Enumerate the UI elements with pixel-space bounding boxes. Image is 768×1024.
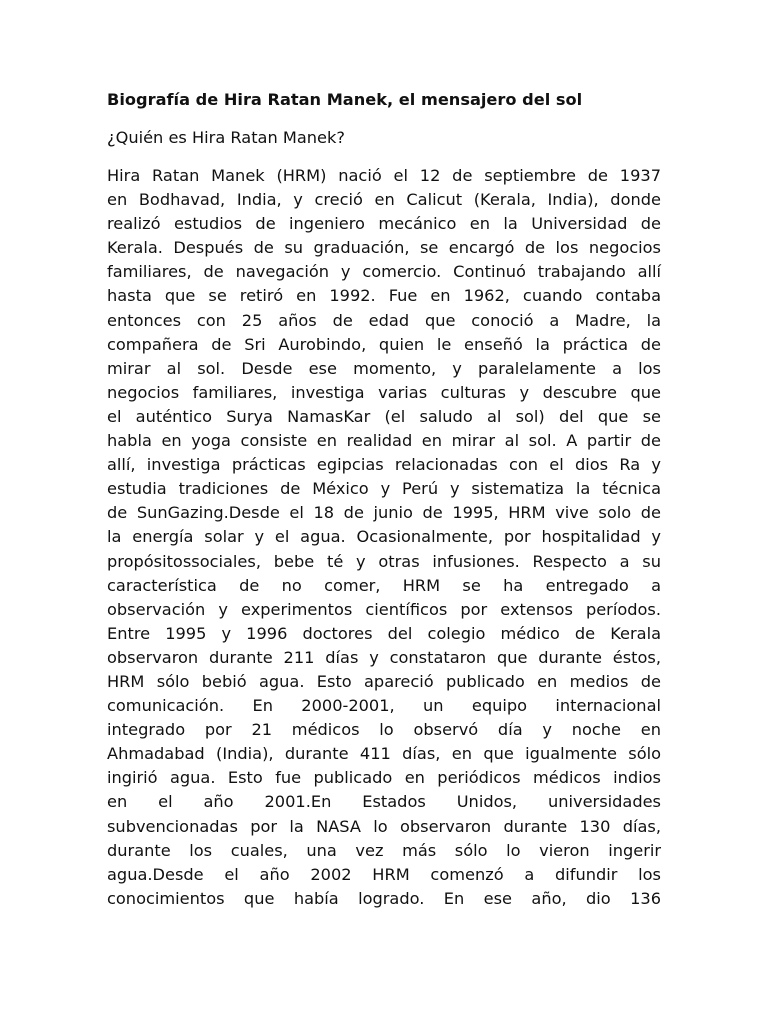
body-line: observaron durante 211 días y constataron que durante éstos,	[107, 647, 661, 667]
body-line: comunicación. En 2000-2001, un equipo internacional	[107, 696, 661, 716]
body-line: mirar al sol. Desde ese momento, y paralelamente a los	[107, 358, 661, 378]
body-line: HRM sólo bebió agua. Esto apareció publicado en medios de	[107, 671, 661, 691]
body-line: estudia tradiciones de México y Perú y sistematiza la técnica	[107, 479, 661, 499]
body-line: entonces con 25 años de edad que conoció a Madre, la	[107, 310, 661, 330]
body-line: Entre 1995 y 1996 doctores del colegio médico de Kerala	[107, 623, 661, 643]
body-line: Kerala. Después de su graduación, se encargó de los negocios	[107, 238, 661, 258]
body-line: característica de no comer, HRM se ha entregado a	[107, 575, 661, 595]
body-line: integrado por 21 médicos lo observó día y noche en	[107, 720, 661, 740]
body-line: agua.Desde el año 2002 HRM comenzó a difundir los	[107, 864, 661, 884]
body-line: habla en yoga consiste en realidad en mirar al sol. A partir de	[107, 431, 661, 451]
body-line: propósitossociales, bebe té y otras infusiones. Respecto a su	[107, 551, 661, 571]
body-line: negocios familiares, investiga varias culturas y descubre que	[107, 382, 661, 402]
document-body	[107, 164, 661, 911]
body-line: allí, investiga prácticas egipcias relacionadas con el dios Ra y	[107, 455, 661, 475]
body-line: conocimientos que había logrado. En ese año, dio 136	[107, 888, 661, 908]
body-line: en Bodhavad, India, y creció en Calicut (Kerala, India), donde	[107, 190, 661, 210]
body-line: realizó estudios de ingeniero mecánico en la Universidad de	[107, 214, 661, 234]
body-line: la energía solar y el agua. Ocasionalmente, por hospitalidad y	[107, 527, 661, 547]
body-line: Hira Ratan Manek (HRM) nació el 12 de septiembre de 1937	[107, 166, 661, 185]
body-line: en el año 2001.En Estados Unidos, universidades	[107, 792, 661, 812]
body-line: familiares, de navegación y comercio. Continuó trabajando allí	[107, 262, 661, 282]
document-title: Biografía de Hira Ratan Manek, el mensajero del sol	[107, 90, 583, 109]
body-line: observación y experimentos científicos por extensos períodos.	[107, 599, 661, 619]
body-line: ingirió agua. Esto fue publicado en periódicos médicos indios	[107, 768, 661, 788]
body-line: de SunGazing.Desde el 18 de junio de 1995, HRM vive solo de	[107, 503, 661, 523]
body-line: Ahmadabad (India), durante 411 días, en que igualmente sólo	[107, 744, 661, 764]
body-line: el auténtico Surya NamasKar (el saludo al sol) del que se	[107, 406, 661, 426]
body-line: hasta que se retiró en 1992. Fue en 1962, cuando contaba	[107, 286, 661, 306]
body-line: subvencionadas por la NASA lo observaron durante 130 días,	[107, 816, 661, 836]
document-content	[107, 88, 661, 911]
document-subtitle: ¿Quién es Hira Ratan Manek?	[107, 128, 345, 147]
body-line: durante los cuales, una vez más sólo lo vieron ingerir	[107, 840, 661, 860]
body-line: compañera de Sri Aurobindo, quien le enseñó la práctica de	[107, 334, 661, 354]
